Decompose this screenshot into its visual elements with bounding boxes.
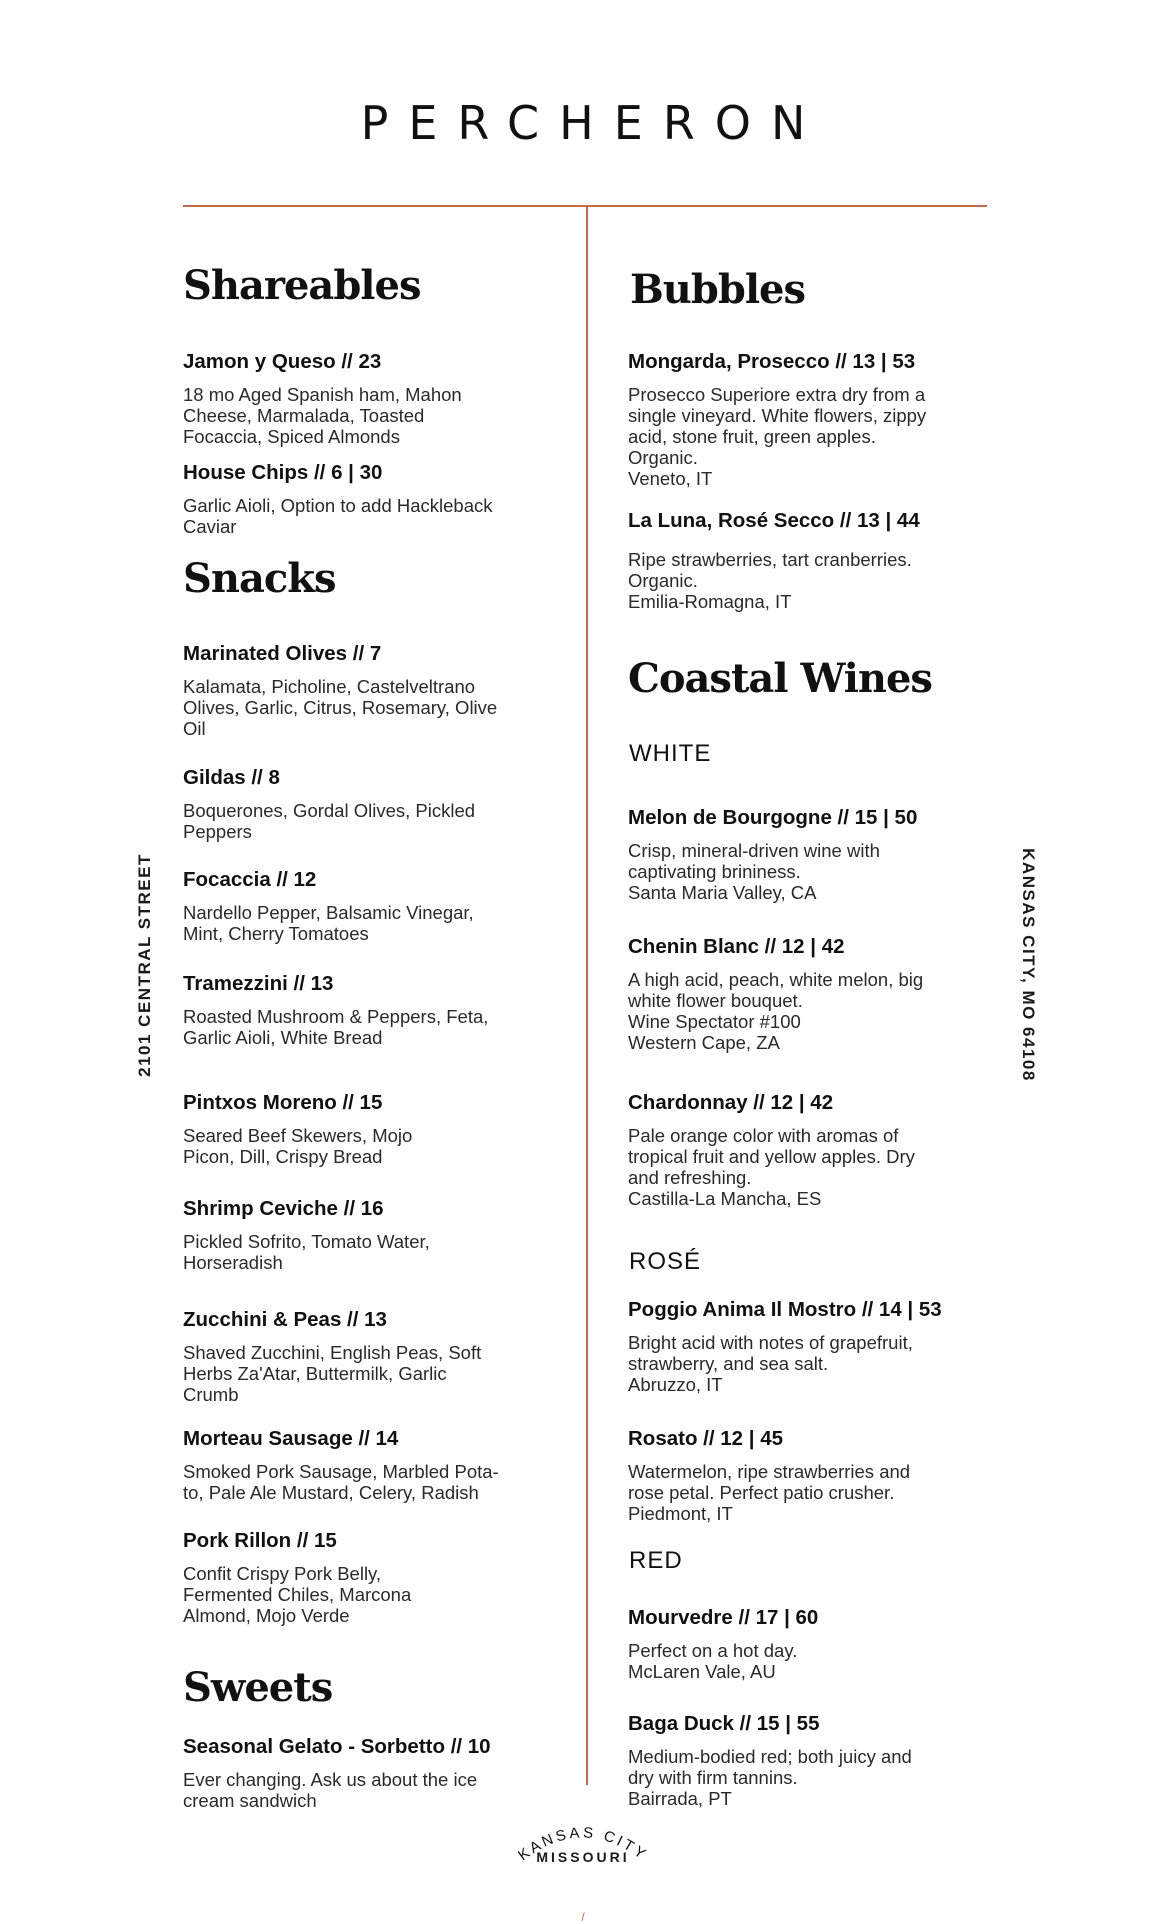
item-description: Shaved Zucchini, English Peas, Soft Herbs Za'Atar, Buttermilk, Garlic Crumb xyxy=(183,1342,482,1405)
item-description: Seared Beef Skewers, Mojo Picon, Dill, Crispy Bread xyxy=(183,1125,413,1167)
item-name: La Luna, Rosé Secco // 13 | 44 xyxy=(628,509,920,532)
state-label: MISSOURI xyxy=(536,1849,630,1865)
section-title-coastal-wines: Coastal Wines xyxy=(628,655,932,702)
menu-item xyxy=(628,1298,996,1395)
item-description: Bright acid with notes of grapefruit, strawberry, and sea salt. Abruzzo, IT xyxy=(628,1332,913,1395)
menu-item xyxy=(628,935,996,1053)
arc-text: KANSAS CITY xyxy=(515,1824,651,1865)
item-description: Garlic Aioli, Option to add Hackleback Caviar xyxy=(183,495,493,537)
menu-item xyxy=(183,972,563,1048)
item-name: Morteau Sausage // 14 xyxy=(183,1427,399,1450)
menu-item xyxy=(183,1197,563,1273)
menu-item xyxy=(183,1091,563,1167)
item-name: Chenin Blanc // 12 | 42 xyxy=(628,935,845,958)
item-description: Ripe strawberries, tart cranberries. Organic. Emilia-Romagna, IT xyxy=(628,549,912,612)
section-title-shareables: Shareables xyxy=(183,262,421,309)
item-name: Rosato // 12 | 45 xyxy=(628,1427,783,1450)
category-rose: ROSÉ xyxy=(629,1248,702,1275)
item-description: Pale orange color with aromas of tropical fruit and yellow apples. Dry and refreshing. Castilla-La Mancha, ES xyxy=(628,1125,915,1209)
item-description: Confit Crispy Pork Belly, Fermented Chiles, Marcona Almond, Mojo Verde xyxy=(183,1563,412,1626)
item-name: Zucchini & Peas // 13 xyxy=(183,1308,387,1331)
item-name: Poggio Anima Il Mostro // 14 | 53 xyxy=(628,1298,942,1321)
item-name: Pintxos Moreno // 15 xyxy=(183,1091,383,1114)
item-name: House Chips // 6 | 30 xyxy=(183,461,383,484)
column-divider xyxy=(586,207,588,1785)
item-description: Medium-bodied red; both juicy and dry with firm tannins. Bairrada, PT xyxy=(628,1746,912,1809)
item-name: Gildas // 8 xyxy=(183,766,280,789)
menu-item xyxy=(628,1091,996,1209)
item-name: Focaccia // 12 xyxy=(183,868,317,891)
menu-item xyxy=(628,350,996,489)
menu-item xyxy=(183,461,563,537)
header-divider xyxy=(183,205,987,207)
section-title-bubbles: Bubbles xyxy=(630,266,805,313)
menu-item xyxy=(183,350,563,447)
item-description: A high acid, peach, white melon, big white flower bouquet. Wine Spectator #100 Western Cape, ZA xyxy=(628,969,924,1053)
restaurant-logo: PERCHERON xyxy=(360,96,826,150)
menu-item xyxy=(183,868,563,944)
menu-item xyxy=(183,1427,563,1503)
menu-item xyxy=(183,1735,563,1811)
item-description: Pickled Sofrito, Tomato Water, Horseradish xyxy=(183,1231,430,1273)
item-description: 18 mo Aged Spanish ham, Mahon Cheese, Marmalada, Toasted Focaccia, Spiced Almonds xyxy=(183,384,462,447)
menu-item xyxy=(183,642,563,739)
item-description: Kalamata, Picholine, Castelveltrano Olives, Garlic, Citrus, Rosemary, Olive Oil xyxy=(183,676,498,739)
menu-item xyxy=(183,1529,563,1626)
footer-mark: / xyxy=(581,1910,585,1924)
item-description: Watermelon, ripe strawberries and rose petal. Perfect patio crusher. Piedmont, IT xyxy=(628,1461,911,1524)
item-name: Marinated Olives // 7 xyxy=(183,642,382,665)
city-address: KANSAS CITY, MO 64108 xyxy=(1019,848,1038,1082)
item-name: Pork Rillon // 15 xyxy=(183,1529,337,1552)
menu-item xyxy=(628,1712,996,1809)
item-description: Boquerones, Gordal Olives, Pickled Peppers xyxy=(183,800,476,842)
menu-item xyxy=(628,509,996,612)
item-description: Perfect on a hot day. McLaren Vale, AU xyxy=(628,1640,798,1682)
section-title-snacks: Snacks xyxy=(183,555,336,602)
menu-item xyxy=(628,1606,996,1682)
menu-item xyxy=(628,1427,996,1524)
item-description: Roasted Mushroom & Peppers, Feta, Garlic Aioli, White Bread xyxy=(183,1006,489,1048)
item-description: Prosecco Superiore extra dry from a single vineyard. White flowers, zippy acid, stone fruit, green apples. Organic. Veneto, IT xyxy=(628,384,927,489)
item-name: Baga Duck // 15 | 55 xyxy=(628,1712,820,1735)
street-address: 2101 CENTRAL STREET xyxy=(135,853,154,1077)
item-name: Melon de Bourgogne // 15 | 50 xyxy=(628,806,918,829)
item-name: Jamon y Queso // 23 xyxy=(183,350,382,373)
item-description: Crisp, mineral-driven wine with captivating brininess. Santa Maria Valley, CA xyxy=(628,840,880,903)
item-description: Ever changing. Ask us about the ice cream sandwich xyxy=(183,1769,478,1811)
item-name: Tramezzini // 13 xyxy=(183,972,334,995)
menu-item xyxy=(183,1308,563,1405)
category-red: RED xyxy=(629,1547,683,1574)
item-description: Nardello Pepper, Balsamic Vinegar, Mint, Cherry Tomatoes xyxy=(183,902,474,944)
item-name: Mourvedre // 17 | 60 xyxy=(628,1606,819,1629)
menu-item xyxy=(628,806,996,903)
category-white: WHITE xyxy=(629,740,712,767)
menu-item xyxy=(183,766,563,842)
item-name: Shrimp Ceviche // 16 xyxy=(183,1197,384,1220)
item-name: Chardonnay // 12 | 42 xyxy=(628,1091,834,1114)
item-name: Mongarda, Prosecco // 13 | 53 xyxy=(628,350,916,373)
section-title-sweets: Sweets xyxy=(183,1664,333,1711)
item-name: Seasonal Gelato - Sorbetto // 10 xyxy=(183,1735,491,1758)
item-description: Smoked Pork Sausage, Marbled Pota- to, Pale Ale Mustard, Celery, Radish xyxy=(183,1461,499,1503)
